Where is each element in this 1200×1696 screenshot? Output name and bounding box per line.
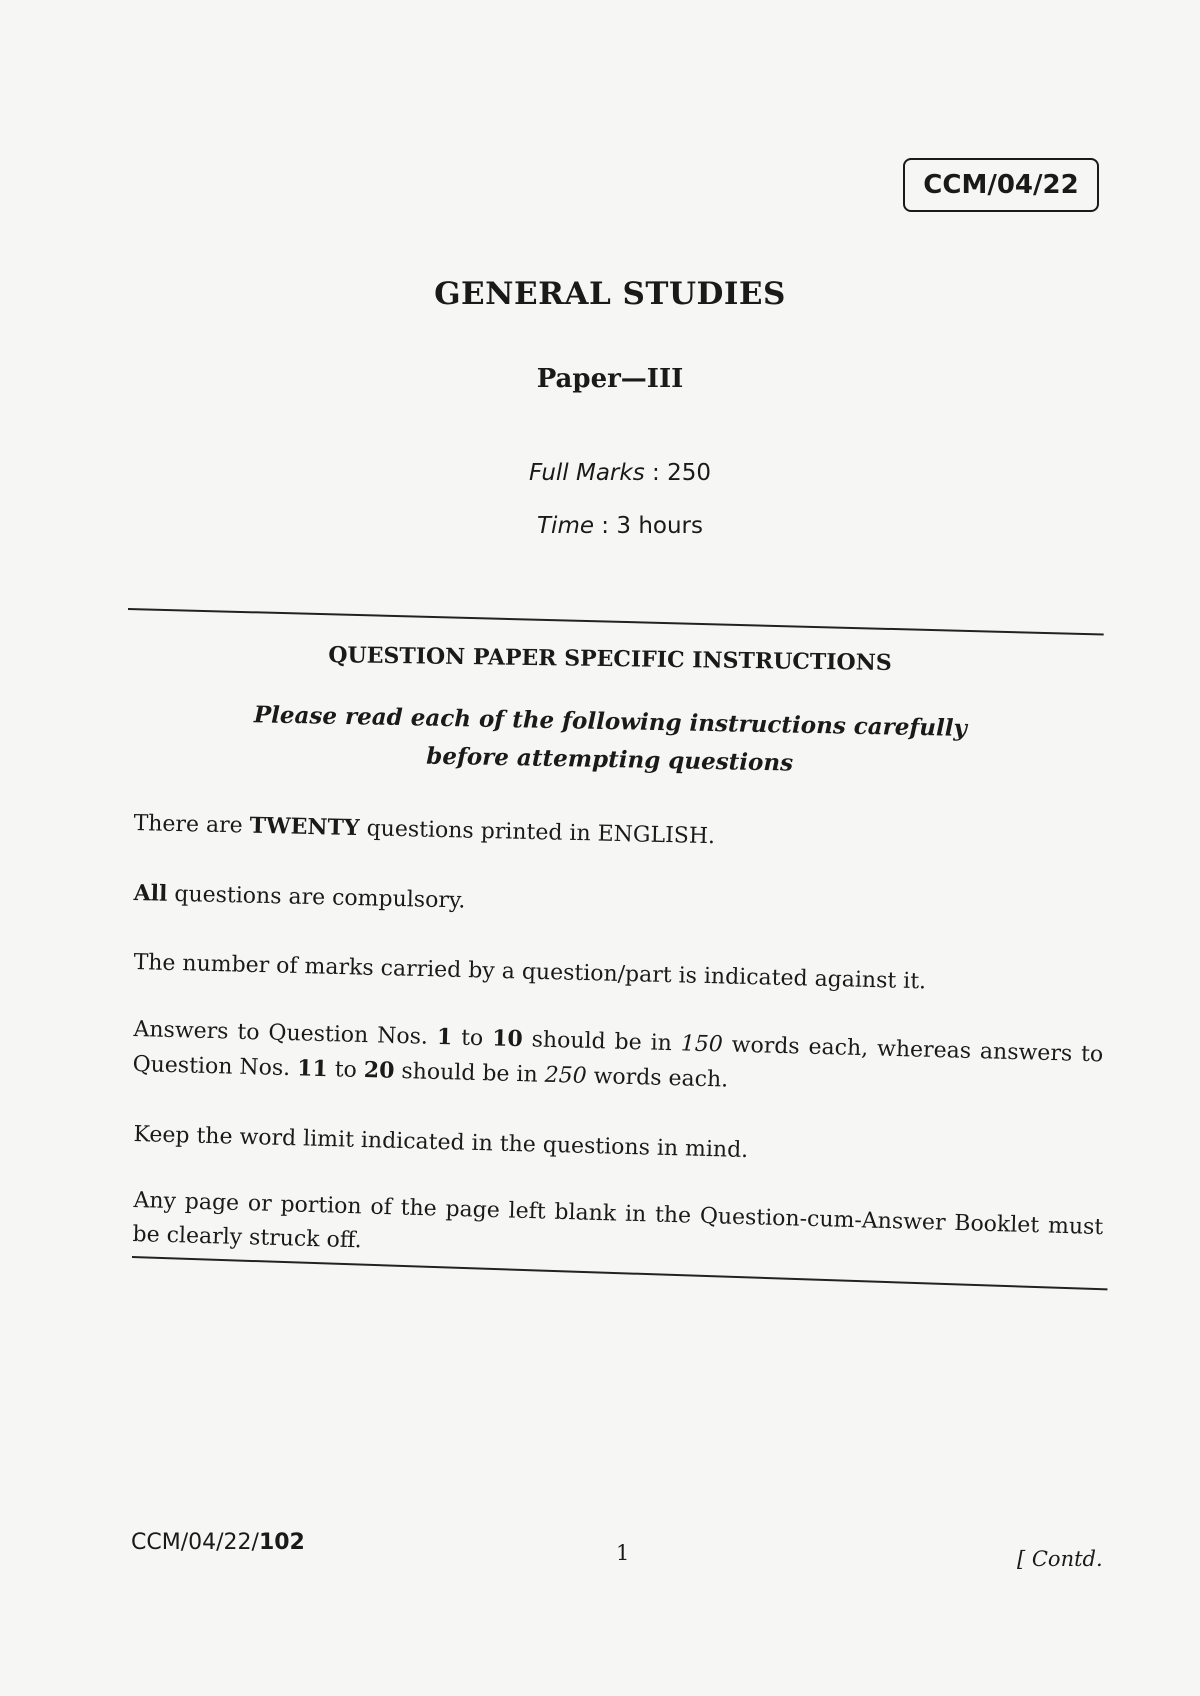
instruction-text: There are <box>133 810 250 839</box>
read-note <box>0 691 1200 790</box>
instruction-text: words each. <box>586 1063 729 1093</box>
full-marks-separator: : <box>644 460 668 486</box>
full-marks-value: 250 <box>667 460 711 486</box>
instruction-word-limits <box>132 1012 1104 1107</box>
instruction-text: to <box>451 1025 493 1052</box>
instruction-emphasis: All <box>133 879 168 907</box>
instruction-text: questions printed in ENGLISH. <box>359 816 716 850</box>
time-allowed <box>0 513 1200 539</box>
instruction-emphasis: 11 <box>296 1055 329 1083</box>
instruction-marks: The number of marks carried by a question/part is indicated against it. <box>133 949 927 995</box>
instruction-text: should be in <box>522 1027 682 1057</box>
footer-code-prefix: CCM/04/22/ <box>131 1530 259 1555</box>
instruction-word-limit-reminder: Keep the word limit indicated in the questions in mind. <box>133 1121 749 1164</box>
instruction-emphasis: 10 <box>491 1025 524 1053</box>
page-title: GENERAL STUDIES <box>434 276 786 312</box>
read-note-line-1: Please read each of the following instructions carefully <box>253 701 968 742</box>
time-value: 3 hours <box>616 513 703 539</box>
instruction-text: Answers to Question Nos. <box>133 1016 438 1050</box>
continued-label: [ Contd. <box>1017 1547 1103 1571</box>
paper-code: CCM/04/22 <box>923 170 1079 200</box>
instruction-text: questions are compulsory. <box>167 881 466 914</box>
instruction-text: words each, whereas answers to Question Nos. <box>132 1032 1104 1082</box>
instructions-heading: QUESTION PAPER SPECIFIC INSTRUCTIONS <box>328 642 892 677</box>
paper-code-box <box>903 158 1099 212</box>
paper-number: Paper—III <box>536 364 684 394</box>
instruction-emphasis: 1 <box>436 1023 453 1051</box>
time-separator: : <box>594 513 617 539</box>
footer-code-suffix: 102 <box>258 1530 305 1555</box>
footer-paper-code <box>131 1530 305 1555</box>
full-marks-label: Full Marks <box>529 460 645 486</box>
read-note-line-2: before attempting questions <box>425 742 794 777</box>
instruction-question-count <box>133 806 1104 863</box>
instruction-emphasis: TWENTY <box>249 812 360 842</box>
instruction-text: to <box>327 1057 365 1084</box>
time-label: Time <box>537 513 594 539</box>
instruction-text: should be in <box>394 1058 545 1088</box>
instruction-compulsory <box>133 876 1104 933</box>
instruction-emphasis: 20 <box>363 1057 395 1084</box>
instruction-italic: 250 <box>544 1062 587 1089</box>
top-divider <box>128 608 1104 636</box>
full-marks <box>0 460 1200 486</box>
instruction-blank-pages: Any page or portion of the page left blank in the Question-cum-Answer Booklet must be clearly struck off. <box>132 1187 1104 1254</box>
instruction-italic: 150 <box>680 1031 724 1058</box>
page-number: 1 <box>616 1541 630 1565</box>
